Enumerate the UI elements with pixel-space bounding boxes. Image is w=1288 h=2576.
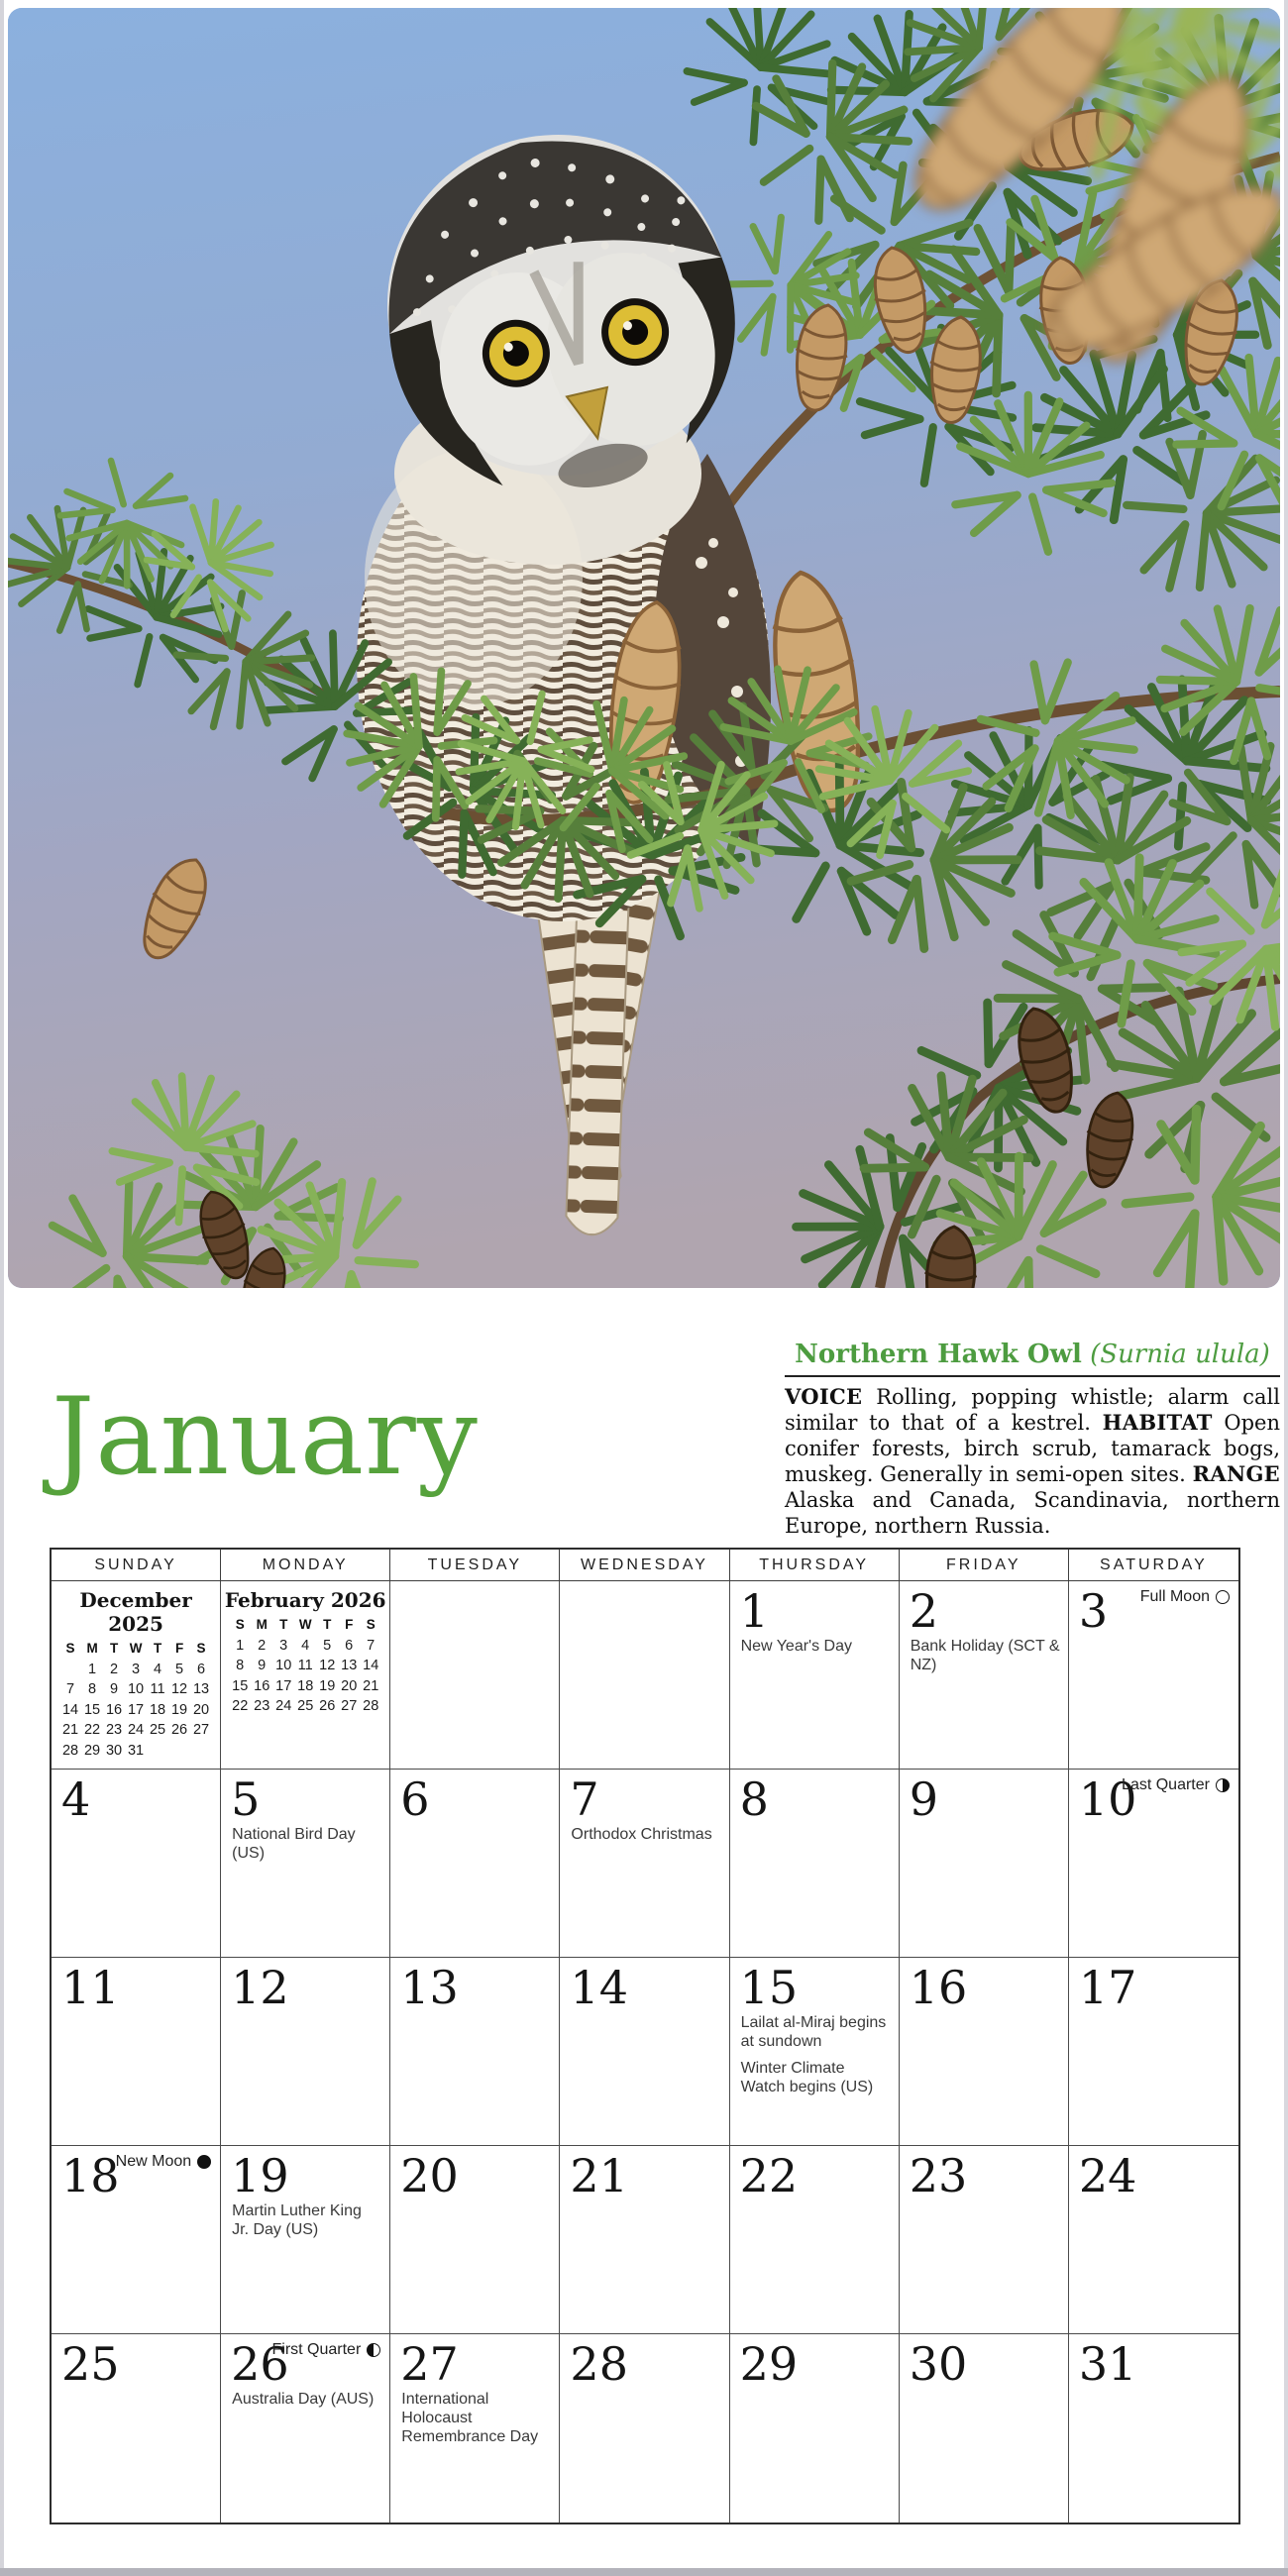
mini-day-number: 27: [341, 1698, 358, 1714]
mini-day-number: 11: [150, 1681, 165, 1697]
mini-day-number: 7: [367, 1637, 376, 1654]
mini-day-number: 6: [197, 1661, 206, 1677]
mini-day-number: 28: [363, 1698, 379, 1714]
page-edge-right: [1284, 0, 1288, 2576]
mini-day-number: 9: [258, 1658, 267, 1673]
day-cell-13: [390, 1958, 560, 2146]
mini-day-number: 28: [61, 1742, 79, 1759]
day-events: [911, 1638, 1060, 1675]
day-number: 12: [231, 1961, 289, 2014]
mini-day-number: 20: [192, 1701, 210, 1718]
weekday-header-sunday: SUNDAY: [52, 1550, 221, 1581]
mini-day-number: 5: [323, 1637, 332, 1654]
day-events: [232, 2202, 381, 2240]
day-cell-3: [1069, 1581, 1238, 1770]
mini-day-letter: T: [109, 1641, 119, 1656]
calendar-grid: [50, 1548, 1240, 2524]
day-cell-8: [730, 1770, 900, 1958]
mini-day-number: 15: [83, 1701, 101, 1718]
day-cell-empty: [52, 1581, 221, 1770]
day-events: [571, 1826, 720, 1845]
day-cell-empty: [390, 1581, 560, 1770]
day-number: 5: [231, 1772, 261, 1826]
week-row: [52, 2146, 1238, 2334]
mini-calendar: [52, 1581, 220, 1761]
mini-calendar-days: [52, 1639, 220, 1761]
day-events: [741, 1638, 891, 1657]
event-label: New Year's Day: [740, 1638, 853, 1656]
mini-calendar-title: February 2026: [224, 1588, 386, 1612]
day-number: 21: [570, 2149, 628, 2202]
mini-day-number: 25: [149, 1722, 166, 1738]
mini-day-number: 8: [88, 1681, 97, 1697]
mini-day-number: 19: [170, 1701, 188, 1718]
day-number: 28: [570, 2337, 628, 2391]
mini-day-number: 19: [319, 1677, 336, 1694]
species-info-label: RANGE: [1192, 1461, 1280, 1487]
day-number: 2: [909, 1584, 938, 1638]
mini-day-letter: W: [298, 1617, 312, 1632]
mini-day-number: 24: [127, 1722, 145, 1738]
day-cell-6: [390, 1770, 560, 1958]
weekday-header-tuesday: TUESDAY: [390, 1550, 560, 1581]
day-cell-26: [221, 2334, 390, 2522]
day-cell-11: [52, 1958, 221, 2146]
day-number: 15: [739, 1961, 799, 2014]
week-row: [52, 1770, 1238, 1958]
mini-day-number: 16: [254, 1677, 270, 1694]
weekday-header-friday: FRIDAY: [900, 1550, 1069, 1581]
mini-day-number: [147, 1741, 168, 1762]
mini-day-number: 23: [105, 1722, 123, 1738]
page-edge-left: [0, 0, 4, 2576]
mini-day-number: 31: [127, 1742, 145, 1759]
mini-calendar: [221, 1581, 389, 1717]
day-events: [741, 2014, 891, 2097]
moon-phase-note: [1122, 1776, 1230, 1794]
species-block: [785, 1340, 1280, 1539]
mini-day-number: 22: [232, 1698, 249, 1714]
moon-phase-note: [116, 2153, 211, 2171]
mini-day-letter: T: [323, 1617, 332, 1632]
week-row: [52, 1958, 1238, 2146]
mini-day-number: 3: [132, 1661, 141, 1677]
event-label: Bank Holiday (SCT & NZ): [910, 1638, 1060, 1674]
weekday-header-thursday: THURSDAY: [730, 1550, 900, 1581]
page-bottom-edge: [0, 2568, 1288, 2576]
mini-day-number: 16: [105, 1701, 123, 1718]
mini-day-number: 17: [275, 1677, 292, 1694]
mini-day-number: 4: [301, 1637, 310, 1654]
mini-day-number: 10: [275, 1658, 292, 1673]
species-info-label: HABITAT: [1102, 1410, 1213, 1436]
mini-day-number: 7: [66, 1681, 75, 1697]
mini-day-number: 2: [258, 1637, 267, 1654]
day-cell-4: [52, 1770, 221, 1958]
mini-day-number: 12: [319, 1658, 336, 1673]
day-number: 31: [1078, 2337, 1137, 2391]
mini-day-letter: S: [366, 1617, 376, 1632]
mini-day-number: 26: [319, 1698, 336, 1714]
species-info-label: VOICE: [785, 1384, 863, 1409]
day-number: 18: [61, 2149, 120, 2202]
day-cell-12: [221, 1958, 390, 2146]
mini-day-number: 14: [363, 1658, 379, 1673]
day-cell-23: [900, 2146, 1069, 2334]
day-number: 20: [400, 2149, 459, 2202]
day-cell-31: [1069, 2334, 1238, 2522]
event-label: Orthodox Christmas: [571, 1826, 712, 1844]
day-cell-14: [560, 1958, 729, 2146]
mini-day-number: 30: [105, 1742, 123, 1759]
mini-day-number: 27: [192, 1722, 210, 1738]
moon-phase-label: Full Moon: [1139, 1588, 1210, 1605]
event-label: National Bird Day (US): [232, 1826, 356, 1863]
day-events: [232, 1826, 381, 1864]
species-description: VOICE Rolling, popping whistle; alarm call similar to that of a kestrel. HABITAT Open conifer forests, birch scrub, tamarack bogs, muskeg. Generally in semi-open sites. RANGE Alaska and Canada, Scandinavia, northern Europe, northern Russia.: [785, 1384, 1280, 1539]
mini-day-letter: S: [196, 1641, 206, 1656]
mini-day-number: 21: [61, 1722, 79, 1738]
mini-day-number: 12: [170, 1681, 188, 1697]
mini-day-letter: M: [86, 1641, 98, 1656]
mini-day-number: 26: [170, 1722, 188, 1738]
day-number: 27: [400, 2337, 459, 2391]
mini-day-number: 22: [83, 1722, 101, 1738]
mini-day-number: 29: [83, 1742, 101, 1759]
mini-day-number: 8: [236, 1658, 245, 1673]
mini-day-number: 4: [154, 1661, 162, 1677]
day-cell-1: [730, 1581, 900, 1770]
mini-day-letter: F: [174, 1641, 184, 1656]
species-latin-name: (Surnia ulula): [1090, 1340, 1270, 1369]
day-number: 13: [400, 1961, 459, 2014]
day-number: 7: [570, 1772, 599, 1826]
week-row: [52, 2334, 1238, 2522]
mini-day-number: 14: [61, 1701, 79, 1718]
mini-day-number: [59, 1660, 81, 1680]
mini-day-number: 10: [127, 1681, 145, 1697]
mini-day-letter: T: [153, 1641, 162, 1656]
mini-day-letter: T: [279, 1617, 288, 1632]
mini-day-number: 18: [149, 1701, 166, 1718]
day-cell-empty: [560, 1581, 729, 1770]
day-number: 29: [739, 2337, 799, 2391]
mini-day-number: 3: [279, 1637, 288, 1654]
mini-day-number: 1: [236, 1637, 245, 1654]
calendar-weeks: [52, 1581, 1238, 2522]
species-title: [785, 1340, 1280, 1377]
day-number: 17: [1078, 1961, 1137, 2014]
day-events: [232, 2391, 381, 2410]
month-title: January: [52, 1375, 479, 1499]
day-number: 23: [909, 2149, 968, 2202]
mini-calendar-title: December 2025: [79, 1588, 192, 1636]
day-number: 9: [909, 1772, 938, 1826]
day-number: 11: [61, 1961, 120, 2014]
mini-day-number: 2: [110, 1661, 119, 1677]
weekday-header-wednesday: WEDNESDAY: [560, 1550, 729, 1581]
week-row: [52, 1581, 1238, 1770]
day-cell-24: [1069, 2146, 1238, 2334]
day-events: [401, 2391, 551, 2447]
day-number: 4: [61, 1772, 91, 1826]
weekday-header-row: [52, 1550, 1238, 1581]
day-number: 6: [400, 1772, 430, 1826]
full-moon-icon: [1216, 1590, 1230, 1604]
mini-day-number: 20: [341, 1677, 358, 1694]
last-quarter-moon-icon: [1216, 1778, 1230, 1792]
new-moon-icon: [197, 2155, 211, 2169]
day-cell-empty: [221, 1581, 390, 1770]
moon-phase-label: First Quarter: [271, 2341, 362, 2358]
owl-photo: [8, 8, 1280, 1288]
day-number: 1: [739, 1584, 769, 1638]
mini-calendar-days: [221, 1615, 389, 1717]
mini-day-number: 5: [175, 1661, 184, 1677]
moon-phase-note: [271, 2341, 380, 2359]
day-number: 16: [909, 1961, 968, 2014]
day-cell-27: [390, 2334, 560, 2522]
day-cell-2: [900, 1581, 1069, 1770]
event-label: Australia Day (AUS): [232, 2391, 375, 2409]
mini-day-letter: S: [235, 1617, 245, 1632]
mini-day-number: 18: [297, 1677, 314, 1694]
event-label: Martin Luther King Jr. Day (US): [232, 2202, 362, 2239]
event-label: International Holocaust Remembrance Day: [401, 2391, 539, 2446]
mini-day-number: 24: [275, 1698, 292, 1714]
day-number: 14: [570, 1961, 628, 2014]
species-name: Northern Hawk Owl: [795, 1340, 1082, 1369]
day-cell-9: [900, 1770, 1069, 1958]
day-cell-17: [1069, 1958, 1238, 2146]
moon-phase-label: New Moon: [115, 2153, 192, 2170]
mini-day-number: 11: [297, 1658, 313, 1673]
mini-day-letter: W: [129, 1641, 143, 1656]
day-number: 24: [1078, 2149, 1137, 2202]
mini-day-number: 21: [363, 1677, 379, 1694]
day-cell-18: [52, 2146, 221, 2334]
day-number: 8: [739, 1772, 769, 1826]
day-cell-21: [560, 2146, 729, 2334]
day-cell-28: [560, 2334, 729, 2522]
first-quarter-moon-icon: [367, 2343, 380, 2357]
mini-day-number: 25: [297, 1698, 314, 1714]
mini-day-number: 1: [88, 1661, 97, 1677]
day-cell-30: [900, 2334, 1069, 2522]
day-cell-20: [390, 2146, 560, 2334]
mini-day-letter: F: [345, 1617, 354, 1632]
mini-day-number: 9: [110, 1681, 119, 1697]
day-cell-10: [1069, 1770, 1238, 1958]
mini-day-number: [190, 1741, 212, 1762]
mini-day-number: 13: [192, 1681, 210, 1697]
day-number: 30: [909, 2337, 968, 2391]
event-label: Lailat al-Miraj begins at sundown: [740, 2014, 887, 2051]
day-cell-16: [900, 1958, 1069, 2146]
weekday-header-saturday: SATURDAY: [1069, 1550, 1238, 1581]
mini-day-number: [168, 1741, 190, 1762]
day-cell-29: [730, 2334, 900, 2522]
mini-day-number: 13: [341, 1658, 358, 1673]
day-number: 22: [739, 2149, 799, 2202]
day-cell-25: [52, 2334, 221, 2522]
day-cell-19: [221, 2146, 390, 2334]
weekday-header-monday: MONDAY: [221, 1550, 390, 1581]
mini-day-number: 17: [127, 1701, 145, 1718]
day-number: 3: [1078, 1584, 1109, 1638]
day-cell-15: [730, 1958, 900, 2146]
mini-day-number: 23: [254, 1698, 270, 1714]
day-cell-5: [221, 1770, 390, 1958]
day-number: 10: [1078, 1772, 1137, 1826]
day-number: 19: [231, 2149, 289, 2202]
mini-day-letter: S: [65, 1641, 75, 1656]
day-cell-22: [730, 2146, 900, 2334]
day-cell-7: [560, 1770, 729, 1958]
day-number: 26: [231, 2337, 289, 2391]
moon-phase-note: [1140, 1588, 1230, 1606]
mini-day-letter: M: [256, 1617, 268, 1632]
day-number: 25: [61, 2337, 120, 2391]
event-label: Winter Climate Watch begins (US): [740, 2060, 874, 2095]
mini-day-number: 6: [345, 1637, 354, 1654]
mini-day-number: 15: [232, 1677, 249, 1694]
moon-phase-label: Last Quarter: [1122, 1776, 1210, 1793]
owl-photo-illustration: [8, 8, 1280, 1288]
